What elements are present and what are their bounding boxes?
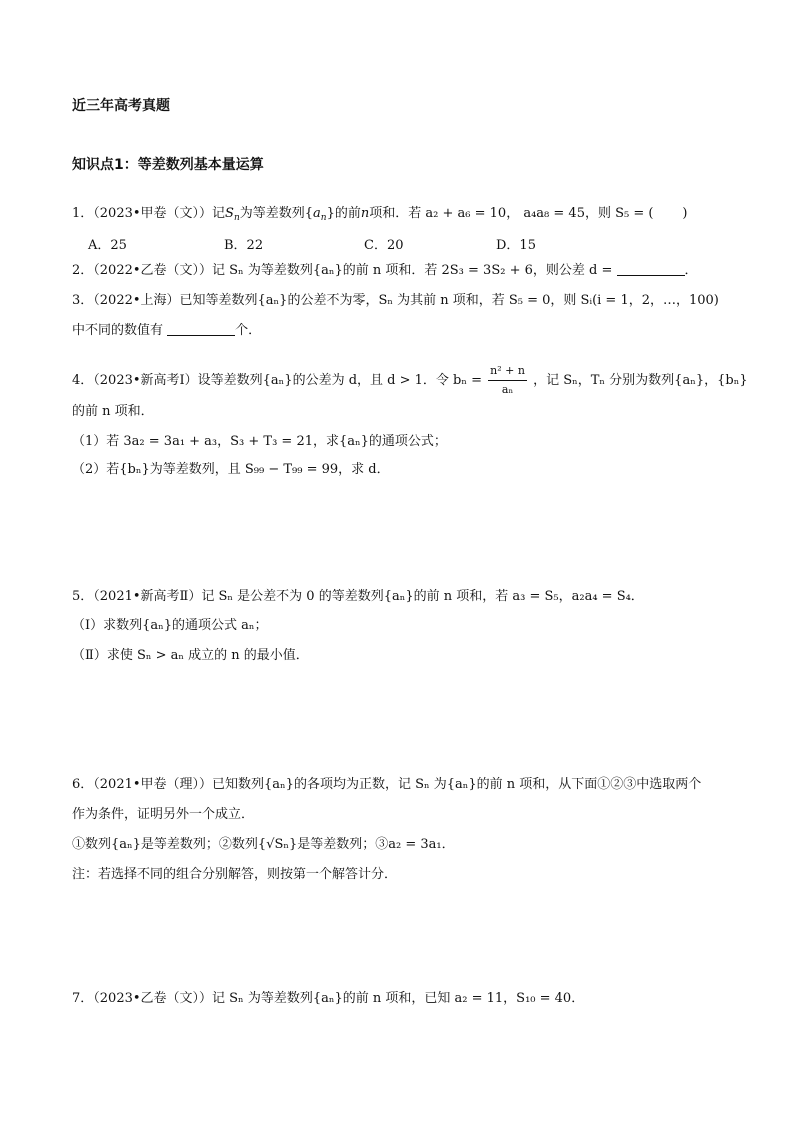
q3-answer-blank[interactable]: [167, 323, 235, 336]
choice-a[interactable]: A．25: [88, 238, 127, 253]
q4-frac-den: aₙ: [501, 383, 514, 396]
question-6-line4: 注：若选择不同的组合分别解答，则按第一个解答计分．: [72, 867, 398, 882]
q1-prefix: 1．（2023•甲卷（文））记: [72, 206, 226, 221]
question-4-part2: （2）若{bₙ}为等差数列，且 S₉₉ − T₉₉ = 99，求 d．: [72, 462, 390, 477]
q1-text-a: 为等差数列: [239, 206, 305, 221]
question-4-part1: （1）若 3a₂ = 3a₁ + a₃，S₃ + T₃ = 21，求{aₙ}的通项公式；: [72, 434, 447, 449]
question-6-line1: 6．（2021•甲卷（理））已知数列{aₙ}的各项均为正数，记 Sₙ 为{aₙ}的前 n 项和，从下面①②③中选取两个: [72, 777, 702, 792]
q1-close: ): [682, 206, 688, 221]
choice-b[interactable]: B．22: [224, 238, 264, 253]
question-6-line3: ①数列{aₙ}是等差数列；②数列{√Sₙ}是等差数列；③a₂ = 3a₁．: [72, 837, 455, 852]
section-title: 近三年高考真题: [72, 98, 170, 114]
q4-line1-a: 4．（2023•新高考Ⅰ）设等差数列{aₙ}的公差为 d，且 d > 1．令 bₙ =: [72, 373, 483, 388]
q4-fraction: [488, 362, 527, 399]
question-5-part2: （Ⅱ）求使 Sₙ > aₙ 成立的 n 的最小值．: [72, 648, 309, 663]
choice-d[interactable]: D．15: [496, 238, 536, 253]
question-7-line1: 7．（2023•乙卷（文））记 Sₙ 为等差数列{aₙ}的前 n 项和，已知 a₂ = 11，S₁₀ = 40．: [72, 991, 585, 1006]
q4-line1-b: ，记 Sₙ，Tₙ 分别为数列{aₙ}，{bₙ}: [533, 373, 748, 388]
question-4-line1: [72, 362, 748, 399]
q1-text-c: 项和．若: [369, 206, 422, 221]
question-4-line2: 的前 n 项和．: [72, 404, 154, 419]
question-3-line1: 3．（2022•上海）已知等差数列{aₙ}的公差不为零，Sₙ 为其前 n 项和，若 S₅ = 0，则 Sᵢ(i = 1，2，…，100): [72, 293, 719, 308]
question-6-line2: 作为条件，证明另外一个成立．: [72, 807, 255, 822]
q3-line2-b: 个．: [235, 323, 262, 338]
q1-ask: ，则 S₅ = (: [584, 206, 654, 221]
topic-title: 知识点1：等差数列基本量运算: [72, 157, 264, 173]
question-5-part1: （Ⅰ）求数列{aₙ}的通项公式 aₙ；: [72, 618, 268, 633]
question-3-line2: [72, 322, 261, 340]
question-5-line1: 5．（2021•新高考Ⅱ）记 Sₙ 是公差不为 0 的等差数列{aₙ}的前 n 项和，若 a₃ = S₅，a₂a₄ = S₄．: [72, 589, 644, 604]
question-2: [72, 262, 698, 280]
question-1: 1．（2023•甲卷（文））记$S_n$为等差数列$\{a_n\}$的前n项和．若 a₂ + a₆ = 10， a₄a₈ = 45，则 S₅ = ( ): [72, 206, 688, 223]
q2-text: 2．（2022•乙卷（文））记 Sₙ 为等差数列{aₙ}的前 n 项和．若 2S₃ = 3S₂ + 6，则公差 d =: [72, 263, 613, 278]
q2-answer-blank[interactable]: [617, 263, 685, 276]
choice-c[interactable]: C．20: [364, 238, 404, 253]
q2-end: ．: [684, 263, 698, 278]
q1-text-b: 的前: [334, 206, 361, 221]
q4-frac-num: n² + n: [488, 362, 527, 381]
q1-cond1: a₂ + a₆ = 10: [425, 206, 507, 221]
q3-line2-a: 中不同的数值有: [72, 323, 164, 338]
q1-cond2: a₄a₈ = 45: [523, 206, 585, 221]
